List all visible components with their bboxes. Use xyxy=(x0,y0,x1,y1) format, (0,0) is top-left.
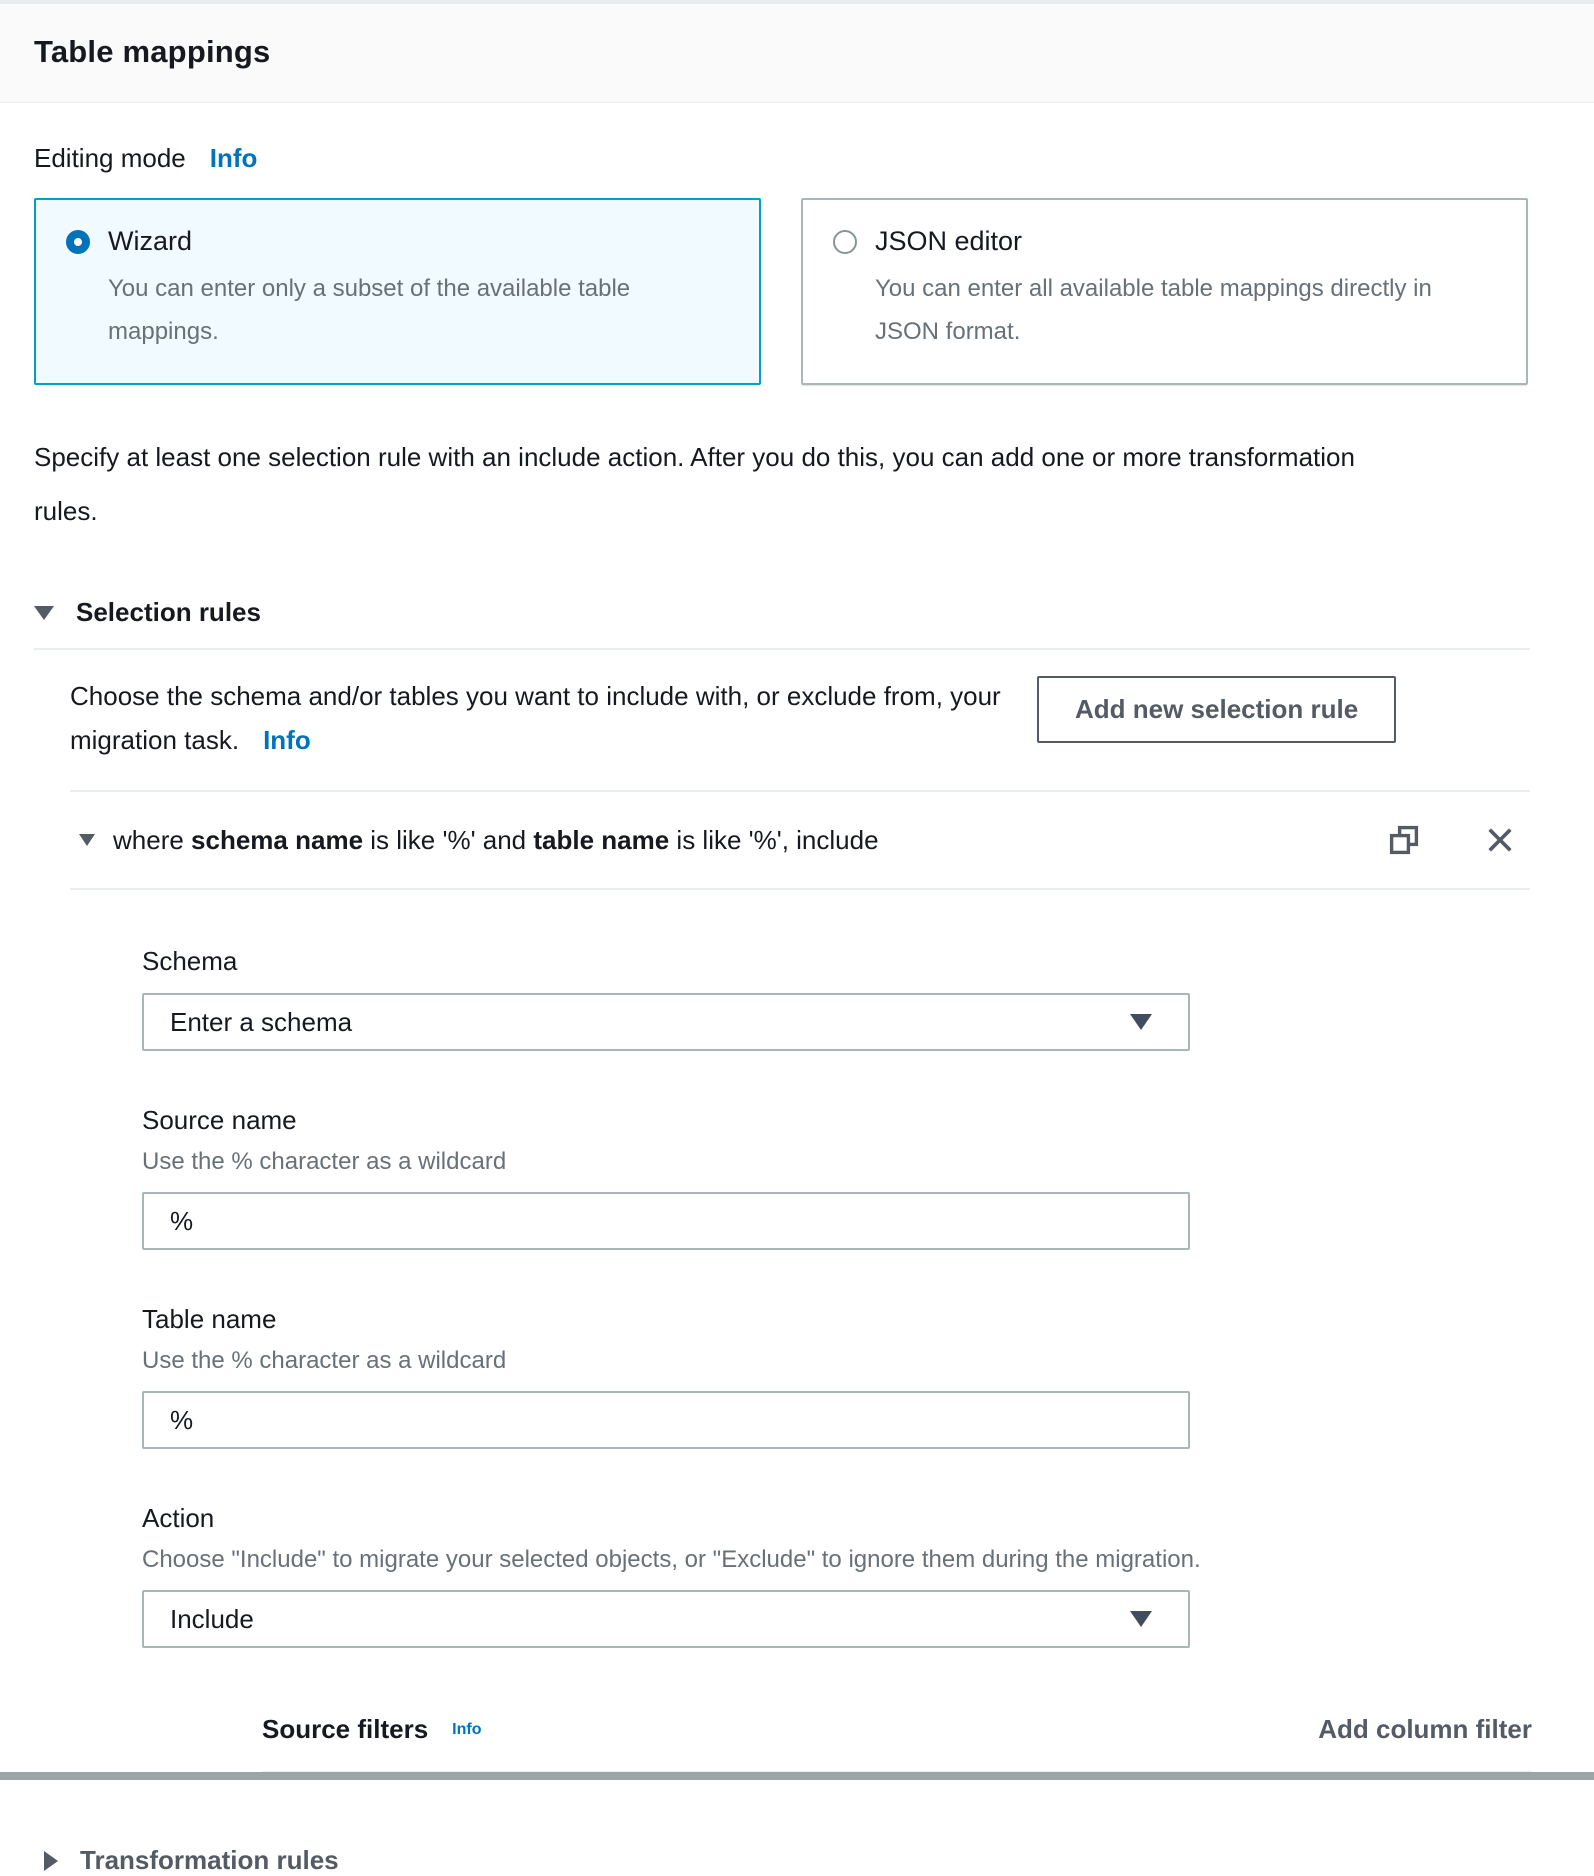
bottom-scrollbar[interactable] xyxy=(0,1772,1594,1780)
selection-rules-description-row xyxy=(34,674,1560,762)
panel-header xyxy=(0,4,1594,103)
divider xyxy=(34,648,1530,650)
wizard-radio[interactable] xyxy=(66,230,90,254)
chevron-down-icon xyxy=(34,606,54,620)
editing-mode-label: Editing mode xyxy=(34,143,186,173)
action-select[interactable] xyxy=(142,1590,1190,1648)
chevron-down-icon xyxy=(1130,1611,1152,1627)
close-icon[interactable] xyxy=(1484,824,1516,856)
json-editor-option-card[interactable] xyxy=(801,198,1528,385)
action-hint: Choose "Include" to migrate your selected objects, or "Exclude" to ignore them during the migration. xyxy=(142,1546,1201,1574)
action-select-value: Include xyxy=(170,1603,254,1634)
selection-rules-info-link[interactable]: Info xyxy=(263,725,311,756)
page-title: Table mappings xyxy=(34,34,271,69)
editing-mode-row xyxy=(34,143,1560,174)
selection-rules-header[interactable] xyxy=(34,597,1560,628)
selection-rules-title: Selection rules xyxy=(76,597,261,627)
wizard-description: You can enter only a subset of the available table mappings. xyxy=(108,275,631,346)
schema-select-value: Enter a schema xyxy=(170,1006,353,1037)
json-editor-description: You can enter all available table mappings directly in JSON format. xyxy=(875,275,1432,346)
add-new-selection-rule-button[interactable]: Add new selection rule xyxy=(1037,676,1396,743)
source-filters-title: Source filters xyxy=(262,1714,429,1745)
selection-rules-description: Choose the schema and/or tables you want to include with, or exclude from, your migration task. Info xyxy=(70,681,1001,756)
transformation-rules-header[interactable] xyxy=(34,1845,1560,1876)
chevron-right-icon xyxy=(44,1851,58,1871)
intro-text: Specify at least one selection rule with an include action. After you do this, you can add one or more transformation rules. xyxy=(34,442,1355,527)
schema-select[interactable] xyxy=(142,993,1190,1051)
selection-rule-summary-row xyxy=(34,824,1560,856)
schema-label: Schema xyxy=(142,946,238,977)
source-filters-row xyxy=(262,1714,1560,1745)
chevron-down-icon xyxy=(1130,1014,1152,1030)
json-editor-radio-label: JSON editor xyxy=(875,226,1023,256)
table-name-input[interactable] xyxy=(170,1405,1162,1436)
rule-collapse-chevron-down-icon[interactable] xyxy=(79,834,95,846)
table-name-label: Table name xyxy=(142,1304,277,1335)
add-column-filter-button[interactable]: Add column filter xyxy=(1318,1714,1532,1745)
wizard-option-card[interactable] xyxy=(34,198,761,385)
table-name-input-wrap xyxy=(142,1391,1190,1449)
source-name-label: Source name xyxy=(142,1105,297,1136)
json-editor-radio[interactable] xyxy=(833,230,857,254)
rule-summary-text: where schema name is like '%' and table name is like '%', include xyxy=(113,824,879,855)
copy-icon[interactable] xyxy=(1388,824,1420,856)
source-filters-info-link[interactable]: Info xyxy=(452,1720,482,1738)
action-label: Action xyxy=(142,1503,215,1534)
transformation-rules-title: Transformation rules xyxy=(80,1845,339,1876)
editing-mode-info-link[interactable]: Info xyxy=(209,143,258,173)
source-name-hint: Use the % character as a wildcard xyxy=(142,1148,507,1176)
selection-rule-form xyxy=(34,946,1560,1648)
table-name-hint: Use the % character as a wildcard xyxy=(142,1347,507,1375)
divider xyxy=(70,790,1530,792)
editing-mode-options xyxy=(34,198,1528,385)
source-name-input[interactable] xyxy=(170,1206,1162,1237)
source-name-input-wrap xyxy=(142,1192,1190,1250)
wizard-radio-label: Wizard xyxy=(108,226,193,256)
divider xyxy=(70,888,1530,890)
